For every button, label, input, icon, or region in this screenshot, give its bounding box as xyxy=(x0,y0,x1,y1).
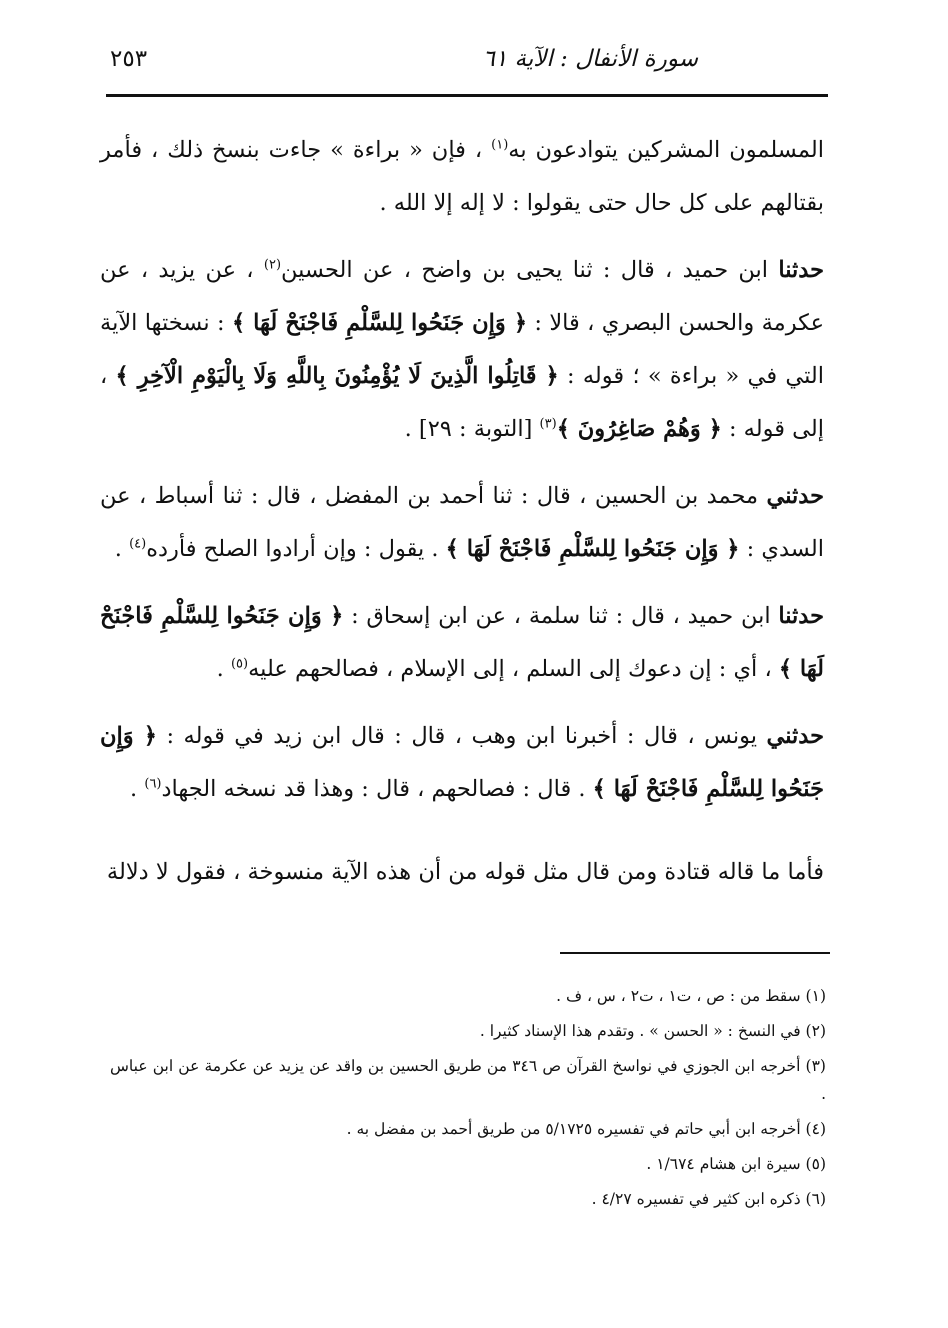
running-title: سورة الأنفال : الآية ٦١ xyxy=(482,46,698,72)
text-run: ابن حميد ، قال : ثنا يحيى بن واضح ، عن الحسين xyxy=(281,257,779,283)
text-run: ، إلى قوله : xyxy=(100,363,824,442)
footnote-item: (٥) سيرة ابن هشام ١/٦٧٤ . xyxy=(646,1155,826,1173)
footnote-marker: (٣) xyxy=(539,416,557,432)
text-run: . قال : فصالحهم ، قال : وهذا قد نسخه الجهاد xyxy=(161,776,593,802)
header-rule xyxy=(106,94,828,97)
text-run: المسلمون المشركين يتوادعون به xyxy=(508,137,824,163)
quran-verse: ﴿ وَإِن جَنَحُوا لِلسَّلْمِ فَاجْنَحْ لَهَا ﴾ xyxy=(100,603,824,682)
footnote-item: (٦) ذكره ابن كثير في تفسيره ٤/٢٧ . xyxy=(591,1190,826,1208)
footnotes xyxy=(110,982,826,1220)
text-run: فأما ما قاله قتادة ومن قال مثل قوله من أن هذه الآية منسوخة ، فقول لا دلالة xyxy=(106,859,824,885)
paragraph xyxy=(100,846,824,899)
paragraph xyxy=(100,710,824,816)
paragraph-lead-word: حدثنا xyxy=(778,257,825,283)
text-run: ، فإن « براءة » جاءت بنسخ ذلك ، فأمر بقتالهم على كل حال حتى يقولوا : لا إله إلا الله . xyxy=(100,137,824,216)
quran-verse: ﴿ وَإِن جَنَحُوا لِلسَّلْمِ فَاجْنَحْ لَهَا ﴾ xyxy=(231,310,528,336)
paragraph-lead-word: حدثني xyxy=(766,723,824,749)
text-run: . xyxy=(130,776,145,802)
text-run: : نسختها الآية التي في « براءة » ؛ قوله : xyxy=(100,310,825,389)
paragraph xyxy=(100,470,824,576)
text-run: محمد بن الحسين ، قال : ثنا أحمد بن المفضل ، قال : ثنا أسباط ، عن السدي : xyxy=(100,483,824,562)
paragraph xyxy=(100,124,824,230)
footnote-item: (٤) أخرجه ابن أبي حاتم في تفسيره ٥/١٧٢٥ من طريق أحمد بن مفضل به . xyxy=(346,1120,826,1138)
footnote-item: (٣) أخرجه ابن الجوزي في نواسخ القرآن ص ٣٤٦ من طريق الحسين بن واقد عن يزيد عن عكرمة عن ابن عباس . xyxy=(110,1057,826,1103)
quran-verse: ﴿ وَهُمْ صَاغِرُونَ ﴾ xyxy=(556,416,722,442)
text-run: [التوبة : ٢٩] . xyxy=(404,416,540,442)
text-run: ، عن يزيد ، عن عكرمة والحسن البصري ، قالا : xyxy=(100,257,824,336)
footnote-marker: (١) xyxy=(491,137,509,153)
paragraph-lead-word: حدثنا xyxy=(778,603,824,629)
footnote-marker: (٥) xyxy=(230,656,249,672)
footnote-marker: (٢) xyxy=(263,257,282,273)
paragraph xyxy=(100,590,824,696)
quran-verse: ﴿ وَإِن جَنَحُوا لِلسَّلْمِ فَاجْنَحْ لَهَا ﴾ xyxy=(100,723,824,802)
text-run: . xyxy=(114,536,130,562)
quran-verse: ﴿ وَإِن جَنَحُوا لِلسَّلْمِ فَاجْنَحْ لَهَا ﴾ xyxy=(445,536,740,562)
running-header xyxy=(106,42,826,86)
footnote-marker: (٦) xyxy=(144,776,162,792)
paragraph-lead-word: حدثني xyxy=(766,483,824,509)
page-number: ٢٥٣ xyxy=(110,46,148,72)
text-run: ابن حميد ، قال : ثنا سلمة ، عن ابن إسحاق : xyxy=(343,603,779,629)
text-run: . xyxy=(216,656,231,682)
footnote-rule xyxy=(560,952,830,954)
paragraph xyxy=(100,244,824,456)
quran-verse: ﴿ قَاتِلُوا الَّذِينَ لَا يُؤْمِنُونَ بِاللَّهِ وَلَا بِالْيَوْمِ الْآخِرِ ﴾ xyxy=(115,363,559,389)
text-run: . يقول : وإن أرادوا الصلح فأرده xyxy=(146,536,446,562)
text-run: يونس ، قال : أخبرنا ابن وهب ، قال : قال ابن زيد في قوله : xyxy=(156,723,767,749)
text-run: ، أي : إن دعوك إلى السلم ، إلى الإسلام ، فصالحهم عليه xyxy=(248,656,779,682)
footnote-item: (٢) في النسخ : « الحسن » . وتقدم هذا الإسناد كثيرا . xyxy=(479,1022,826,1040)
main-text xyxy=(100,124,824,913)
footnote-item: (١) سقط من : ص ، ت١ ، ت٢ ، س ، ف . xyxy=(556,987,826,1005)
footnote-marker: (٤) xyxy=(129,536,147,552)
